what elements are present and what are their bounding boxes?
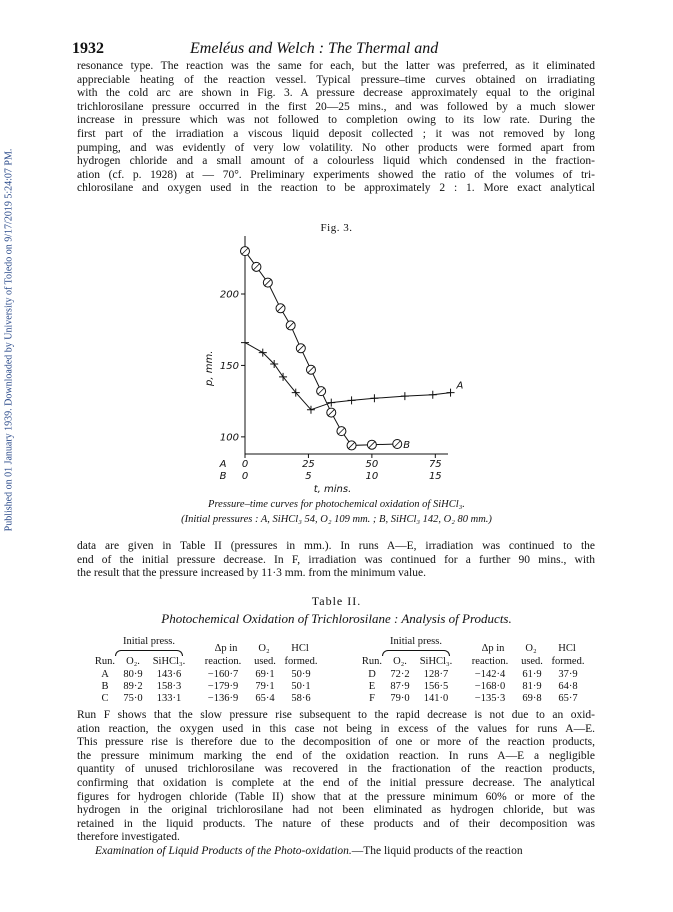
table-cell: 65·7 <box>558 693 578 704</box>
table-header: Run. <box>361 656 383 667</box>
section-heading-rest: —The liquid products of the reaction <box>351 845 523 857</box>
table-cell: −179·9 <box>207 681 239 692</box>
table-cell: 75·0 <box>123 693 143 704</box>
table-cell: 61·9 <box>522 669 542 680</box>
x-tick-label-a: 50 <box>365 459 379 470</box>
x-tick-label-b: 5 <box>305 471 312 482</box>
table-header: O₂. <box>393 656 407 667</box>
download-notice-text: Published on 01 January 1939. Downloaded by University of Toledo on 9/17/2019 5:24:07 PM. <box>3 148 15 532</box>
y-tick-label: 100 <box>219 432 239 444</box>
table-cell: F <box>369 693 375 704</box>
text-line: figures for hydrogen chloride (Table II) show that at the pressure minimum 60% or more of the <box>77 790 595 803</box>
x-axis-a-name: A <box>219 459 227 470</box>
table-header-top: O₂ <box>525 643 537 654</box>
table-cell: C <box>101 693 109 704</box>
table-label: Table II. <box>311 594 362 608</box>
text-line: trichlorosilane pressure occurred in the first 20—25 mins., and was followed by a much slower <box>77 100 595 113</box>
data-point-a <box>401 392 409 400</box>
series-label-b: B <box>403 440 411 451</box>
figure-caption-line-1: Pressure–time curves for photochemical oxidation of SiHCl₃. <box>208 499 465 510</box>
table-title: Photochemical Oxidation of Trichlorosilane : Analysis of Products. <box>161 611 512 626</box>
paragraph-2 <box>77 540 595 581</box>
table-cell: −142·4 <box>474 669 506 680</box>
paragraph-1 <box>77 60 595 196</box>
table-header: Run. <box>94 656 116 667</box>
table-cell: −136·9 <box>207 693 239 704</box>
table-cell: 89·2 <box>123 681 143 692</box>
table-header-top: HCl <box>291 643 309 654</box>
table-cell: 141·0 <box>423 693 449 704</box>
table-cell: D <box>368 669 376 680</box>
text-line: with the cold arc are shown in Fig. 3. A pressure decrease approximately equal to the original <box>77 87 595 100</box>
table-cell: 37·9 <box>558 669 578 680</box>
text-line: ation (cf. p. 1928) at — 70°. Preliminary experiments showed the ratio of the volumes of tri- <box>77 168 595 181</box>
text-line: hydrogen chloride and a small amount of a colourless liquid which condensed in the fraction- <box>77 155 595 168</box>
text-line: pumping, and was evidently of very low volatility. No other products were formed apart from <box>77 141 595 154</box>
table-cell: 128·7 <box>423 669 449 680</box>
text-line: hydrogen in the original trichlorosilane had not been eliminated as hydrogen chloride, but was <box>77 804 595 817</box>
data-point-a <box>370 394 378 402</box>
text-line: ation reaction, the oxygen used in this case not being in excess of the values for runs A—E. <box>77 722 595 735</box>
paragraph-3 <box>77 709 595 845</box>
table-cell: B <box>101 681 109 692</box>
table-cell: E <box>368 681 376 692</box>
table-header: reaction. <box>204 656 242 667</box>
page-number: 1932 <box>72 40 104 57</box>
x-axis-title: t, mins. <box>313 484 352 495</box>
table-cell: 133·1 <box>156 693 182 704</box>
table-header: formed. <box>284 656 318 667</box>
table-header-top: Δp in <box>481 643 505 654</box>
text-line: quantity of unused trichlorosilane was recovered in the fractionation of the reaction products, <box>77 763 595 776</box>
table-cell: 72·2 <box>390 669 410 680</box>
table-header: SiHCl₃. <box>419 656 453 667</box>
table-header: used. <box>254 656 276 667</box>
table-header: O₂. <box>126 656 140 667</box>
text-line: data are given in Table II (pressures in mm.). In runs A—E, irradiation was continued to the <box>77 540 595 552</box>
data-point-a <box>348 396 356 404</box>
table-cell: 80·9 <box>123 669 143 680</box>
text-line: resonance type. The reaction was the same for each, but the latter was preferred, as it eliminated <box>77 60 595 72</box>
table-cell: 58·6 <box>291 693 311 704</box>
text-line: the pressure minimum marking the end of the oxidation reaction. In runs A—E a negligible <box>77 749 595 762</box>
text-line: appreciable heating of the reaction vessel. Typical pressure–time curves obtained on irradiating <box>77 73 595 86</box>
table-header-top: HCl <box>558 643 576 654</box>
table-header: reaction. <box>471 656 509 667</box>
data-point-a <box>447 389 455 397</box>
table-header-top: Δp in <box>214 643 238 654</box>
text-line: the result that the pressure increased by 11·3 mm. from the minimum value. <box>77 567 426 580</box>
text-line: retained in the liquid products. The nature of these products and of their decomposition was <box>77 817 595 830</box>
table-cell: 81·9 <box>522 681 542 692</box>
running-head: Emeléus and Welch : The Thermal and <box>190 40 439 57</box>
text-line: therefore investigated. <box>77 831 180 844</box>
x-tick-label-b: 0 <box>241 471 249 482</box>
table-cell: 69·8 <box>522 693 542 704</box>
download-notice <box>2 60 16 620</box>
x-tick-label-a: 75 <box>428 459 442 470</box>
pressure-time-chart <box>190 236 480 496</box>
table-header: formed. <box>551 656 585 667</box>
section-heading: Examination of Liquid Products of the Photo-oxidation. <box>95 845 352 857</box>
x-tick-label-b: 15 <box>428 471 442 482</box>
table-cell: A <box>101 669 109 680</box>
table-cell: 50·9 <box>291 669 311 680</box>
data-point-a <box>327 399 335 407</box>
table-cell: 158·3 <box>156 681 182 692</box>
text-line: confirming that oxidation is complete at the end of the initial pressure decrease. The analytical <box>77 776 595 789</box>
table-cell: 79·0 <box>390 693 410 704</box>
text-line: increase in pressure which was not followed to completion owing to its low rate. During the <box>77 114 595 127</box>
x-tick-label-a: 0 <box>241 459 249 470</box>
text-line: end of the initial pressure decrease. In F, irradiation was continued for a further 90 mins., with <box>77 553 595 566</box>
table-cell: 143·6 <box>156 669 182 680</box>
table-cell: 65·4 <box>255 693 275 704</box>
text-line: This pressure rise is therefore due to the decomposition of one or more of the reaction products, <box>77 736 595 749</box>
section-heading-line <box>77 845 595 859</box>
y-tick-label: 150 <box>219 360 239 372</box>
series-line-a <box>245 343 451 410</box>
table-cell: 64·8 <box>558 681 578 692</box>
table-cell: −160·7 <box>207 669 239 680</box>
figure-caption-line-2: (Initial pressures : A, SiHCl₃ 54, O₂ 109 mm. ; B, SiHCl₃ 142, O₂ 80 mm.) <box>181 514 492 525</box>
table-group-header: Initial press. <box>390 636 442 647</box>
y-tick-label: 200 <box>219 289 239 301</box>
table-cell: 79·1 <box>255 681 275 692</box>
text-line: chlorosilane and oxygen used in the reaction to be approximately 2 : 1. More exact analytical <box>77 182 595 195</box>
table-header: used. <box>521 656 543 667</box>
table-group-header: Initial press. <box>123 636 175 647</box>
x-axis-b-name: B <box>219 471 227 482</box>
series-label-a: A <box>456 380 464 392</box>
text-line: first part of the irradiation a viscous liquid deposit collected ; it was not removed by long <box>77 127 595 140</box>
data-point-a <box>241 339 249 347</box>
figure-label: Fig. 3. <box>320 222 353 234</box>
table-header: SiHCl₃. <box>152 656 186 667</box>
table-cell: 50·1 <box>291 681 311 692</box>
table-header-top: O₂ <box>258 643 270 654</box>
table-cell: −168·0 <box>474 681 506 692</box>
table-cell: 69·1 <box>255 669 275 680</box>
table-cell: 156·5 <box>423 681 449 692</box>
x-tick-label-b: 10 <box>365 471 379 482</box>
table-cell: −135·3 <box>474 693 506 704</box>
text-line: Run F shows that the slow pressure rise subsequent to the rapid decrease is not due to an oxid- <box>77 709 595 721</box>
x-tick-label-a: 25 <box>302 459 315 470</box>
y-axis-title: p, mm. <box>204 350 215 386</box>
table-cell: 87·9 <box>390 681 410 692</box>
data-point-a <box>429 391 437 399</box>
